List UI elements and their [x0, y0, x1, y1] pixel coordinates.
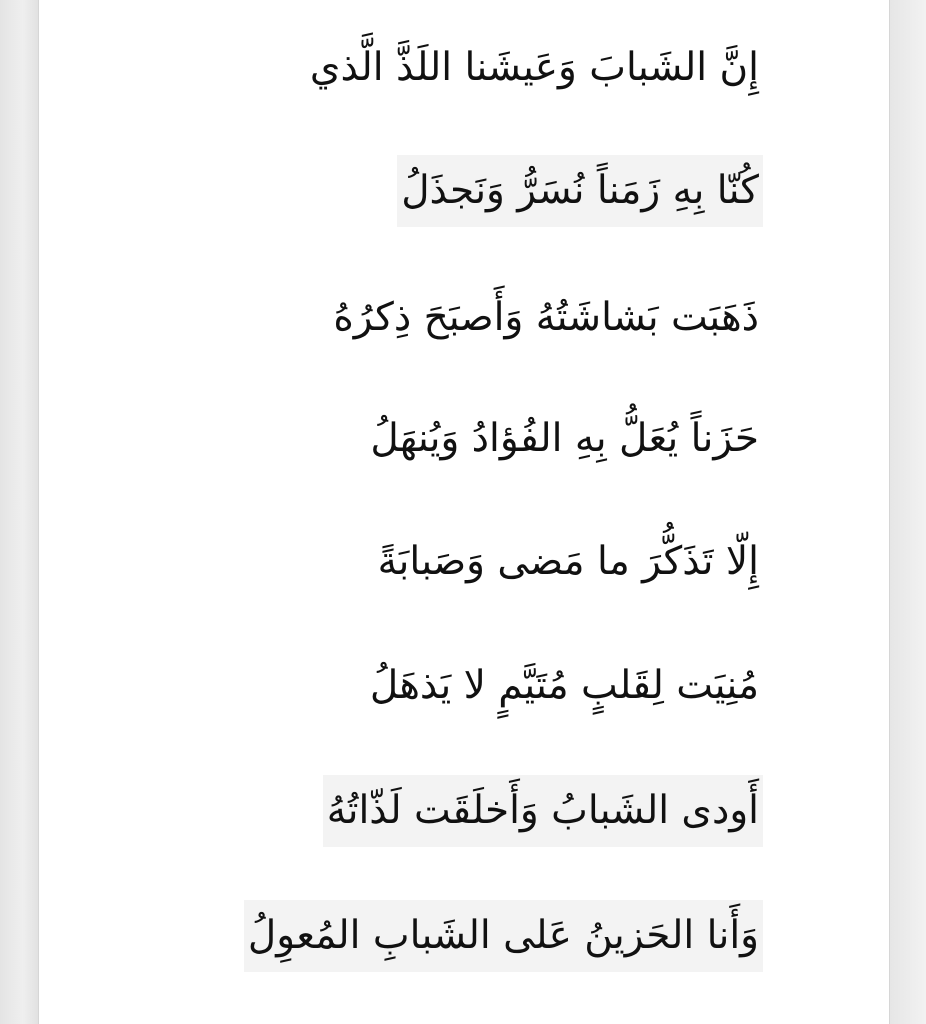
poem-line-3: ذَهَبَت بَشاشَتُهُ وَأَصبَحَ ذِكرُهُ [333, 295, 759, 340]
document-page[interactable] [38, 0, 890, 1024]
poem-line-5: إِلّا تَذَكُّرَ ما مَضى وَصَبابَةً [377, 539, 759, 584]
right-margin-strip [890, 0, 926, 1024]
poem-line-8: وَأَنا الحَزينُ عَلى الشَبابِ المُعوِلُ [244, 900, 763, 972]
poem-line-4: حَزَناً يُعَلُّ بِهِ الفُؤادُ وَيُنهَلُ [370, 416, 759, 461]
poem-line-2: كُنّا بِهِ زَمَناً نُسَرُّ وَنَجذَلُ [397, 155, 763, 227]
poem-line-7: أَودى الشَبابُ وَأَخلَقَت لَذّاتُهُ [323, 775, 763, 847]
poem-line-6: مُنِيَت لِقَلبٍ مُتَيَّمٍ لا يَذهَلُ [369, 663, 759, 708]
left-margin-strip [0, 0, 38, 1024]
poem-line-1: إِنَّ الشَبابَ وَعَيشَنا اللَذَّ الَّذي [309, 45, 759, 90]
poem-text-block [39, 0, 891, 1024]
